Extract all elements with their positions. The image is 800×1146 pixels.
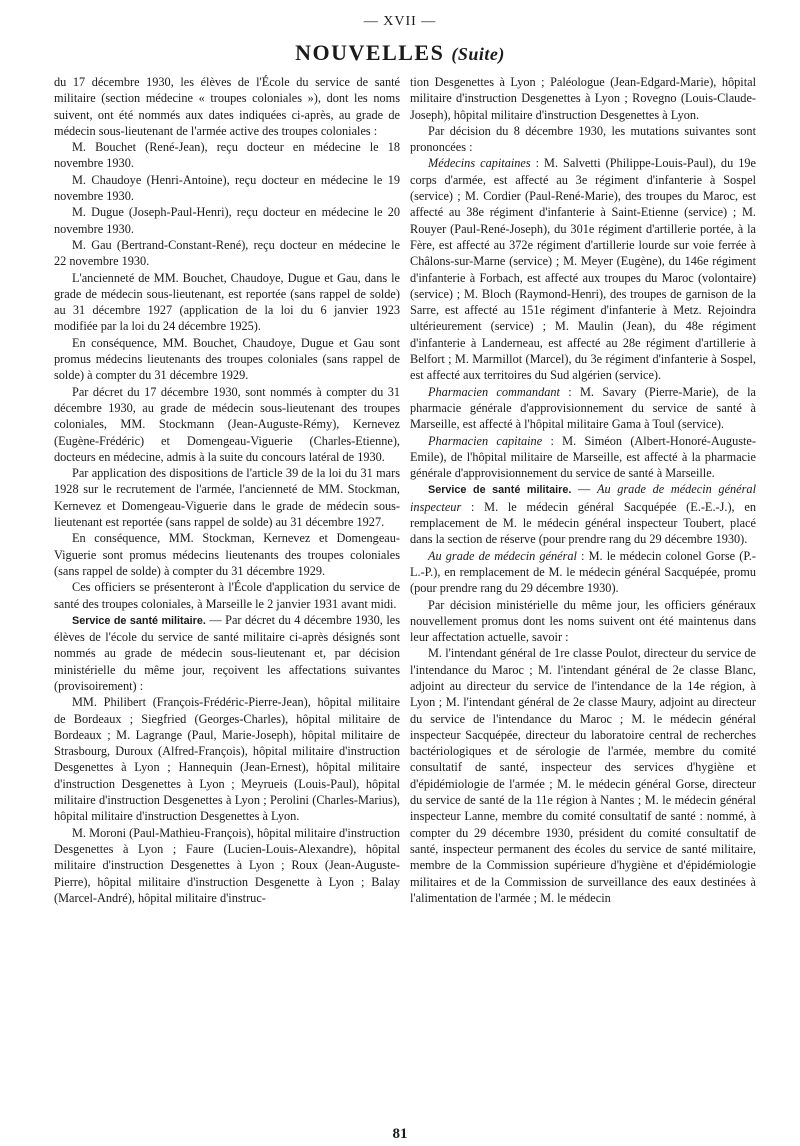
paragraph: M. Chaudoye (Henri-Antoine), reçu docteur en médecine le 19 novembre 1930. (54, 172, 400, 204)
paragraph (410, 384, 756, 433)
section-heading: Service de santé militaire. (72, 614, 206, 627)
paragraph: M. Gau (Bertrand-Constant-René), reçu docteur en médecine le 22 novembre 1930. (54, 237, 400, 269)
paragraph: du 17 décembre 1930, les élèves de l'École du service de santé militaire (section médecine « troupes coloniales »), dont les noms suivent, ont été nommés aux dates indiquées ci-après, au grade de médecin sous-lieutenant de l'armée active des troupes coloniales : (54, 75, 400, 138)
paragraph: M. l'intendant général de 1re classe Poulot, directeur du service de l'intendance du Maroc ; M. l'intendant général de 2e classe Blanc, adjoint au directeur du service de l'intendance de la 14e région, à Lyon ; M. l'intendant général de 2e classe Maury, adjoint au directeur du service de l'intendance du Maroc ; M. le médecin général inspecteur Sacquépée, directeur du laboratoire central de recherches bactériologiques et de sérologie de l'armée, membre du comité consultatif de santé, inspecteur des services d'hygiène et d'épidémiologie de l'armée ; M. le médecin général Gorse, directeur du service de santé de la 11e région à Nantes ; M. le médecin général inspecteur Lanne, membre du comité consultatif de santé : nommé, à compter du 29 décembre 1930, président du comité consultatif de santé, inspecteur permanent des écoles du service de santé militaire, membre de la Commission supérieure d'hygiène et d'épidémiologie militaires et de la Commission de surveillance des eaux destinées à l'alimentation de l'armée ; M. le médecin (410, 646, 756, 905)
page-number: 81 (392, 1126, 408, 1142)
paragraph-text: : M. Savary (Pierre-Marie), de la pharmacie générale d'approvisionnement du service de santé à Marseille, est affecté à l'hôpital militaire Gama à Toul (service). (410, 384, 756, 432)
rank-heading: Au grade de médecin général (428, 548, 577, 563)
paragraph (410, 481, 756, 547)
paragraph: En conséquence, MM. Bouchet, Chaudoye, Dugue et Gau sont promus médecins lieutenants des troupes coloniales (sans rappel de solde) à compter du 31 décembre 1929. (54, 335, 400, 383)
title-suite: (Suite) (451, 44, 505, 64)
page-header-roman: — XVII — (363, 14, 437, 29)
paragraph (410, 548, 756, 597)
rank-heading: Au grade de médecin général inspecteur (410, 482, 756, 514)
right-column (410, 74, 756, 906)
paragraph: L'ancienneté de MM. Bouchet, Chaudoye, Dugue et Gau, dans le grade de médecin sous-lieutenant, est reportée (sans rappel de solde) au 31 décembre 1927 (application de la loi du 6 janvier 1923 modifiée par la loi du 24 décembre 1925). (54, 270, 400, 334)
rank-heading: Pharmacien capitaine (428, 433, 543, 448)
paragraph (410, 433, 756, 482)
paragraph-text: : M. le médecin général Sacquépée (E.-E.-J.), en remplacement de M. le médecin général inspecteur Toubert, placé dans la section de réserve (pour prendre rang du 29 décembre 1930). (410, 499, 756, 547)
paragraph: MM. Philibert (François-Frédéric-Pierre-Jean), hôpital militaire de Bordeaux ; Siegfried (Georges-Charles), hôpital militaire de Bordeaux ; M. Lagrange (Paul, Marie-Joseph), hôpital militaire de Strasbourg, Duroux (Alfred-François), hôpital militaire d'instruction Desgenettes à Lyon ; Hannequin (Jean-Ernest), hôpital militaire d'instruction Desgenettes à Lyon ; Meyrueis (Louis-Paul), hôpital militaire d'instruction Desgenettes à Lyon ; Perolini (Charles-Marius), hôpital militaire d'instruction Desgenettes à Lyon. (54, 695, 400, 824)
paragraph: Par décision ministérielle du même jour, les officiers généraux nouvellement promus dont les noms suivent ont été maintenus dans leur affectation actuelle, savoir : (410, 597, 756, 645)
dash: — (571, 482, 597, 497)
paragraph: M. Dugue (Joseph-Paul-Henri), reçu docteur en médecine le 20 novembre 1930. (54, 205, 400, 236)
paragraph-text: — Par décret du 4 décembre 1930, les élèves de l'école du service de santé militaire ci-après désignés sont nommés au grade de médecin sous-lieutenant et, par décision ministérielle du même jour, reçoivent les affectations suivantes (provisoirement) : (54, 612, 400, 693)
page-title (0, 40, 800, 66)
title-text: NOUVELLES (295, 40, 445, 65)
paragraph: Par décision du 8 décembre 1930, les mutations suivantes sont prononcées : (410, 123, 756, 155)
left-column (54, 74, 400, 906)
section-heading: Service de santé militaire. (428, 484, 572, 497)
paragraph (410, 155, 756, 383)
paragraph: M. Moroni (Paul-Mathieu-François), hôpital militaire d'instruction Desgenettes à Lyon ; Faure (Lucien-Louis-Alexandre), hôpital militaire d'instruction Desgenettes à Lyon ; Roux (Jean-Auguste-Pierre), hôpital militaire d'instruction Desgenette à Lyon ; Balay (Marcel-André), hôpital militaire d'instruc- (54, 825, 400, 905)
paragraph: M. Bouchet (René-Jean), reçu docteur en médecine le 18 novembre 1930. (54, 140, 400, 171)
paragraph (54, 612, 400, 694)
paragraph: Ces officiers se présenteront à l'École d'application du service de santé des troupes coloniales, à Marseille le 2 janvier 1931 avant midi. (54, 580, 400, 611)
rank-heading: Pharmacien commandant (428, 384, 560, 399)
paragraph: tion Desgenettes à Lyon ; Paléologue (Jean-Edgard-Marie), hôpital militaire d'instruction Desgenettes à Lyon ; Rovegno (Louis-Claude-Joseph), hôpital militaire d'instruction Desgenettes à Lyon. (410, 75, 756, 122)
paragraph-text: : M. le médecin colonel Gorse (P.-L.-P.), en remplacement de M. le médecin général Sacquépée, promu (pour prendre rang du 29 décembre 1930). (410, 548, 756, 596)
paragraph-text: : M. Siméon (Albert-Honoré-Auguste-Emile), de l'hôpital militaire de Marseille, est affecté à la pharmacie générale d'approvisionnement du service de santé à Marseille. (410, 433, 756, 481)
paragraph: Par décret du 17 décembre 1930, sont nommés à compter du 31 décembre 1930, au grade de médecin sous-lieutenant des troupes coloniales, MM. Stockmann (Jean-Auguste-Rémy), Kernevez (Eugène-Frédéric) et Domengeau-Viguerie (Charles-Etienne), docteurs en médecine, admis à la suite du concours latéral de 1930. (54, 384, 400, 464)
rank-heading: Médecins capitaines (428, 156, 531, 171)
paragraph: En conséquence, MM. Stockman, Kernevez et Domengeau-Viguerie sont promus médecins lieutenants des troupes coloniales (sans rappel de solde) à compter du 31 décembre 1929. (54, 531, 400, 578)
paragraph: Par application des dispositions de l'article 39 de la loi du 31 mars 1928 sur le recrutement de l'armée, l'ancienneté de MM. Stockman, Kernevez et Domengeau-Viguerie dans le grade de médecin sous-lieutenant est reportée (sans rappel de solde) au 31 décembre 1927. (54, 466, 400, 530)
paragraph-text: : M. Salvetti (Philippe-Louis-Paul), du 19e corps d'armée, est affecté au 3e régiment d'infanterie à Sospel (service) ; M. Cordier (Paul-René-Marie), des troupes du Maroc, est affecté au 38e régiment d'infanterie à Saint-Etienne (service) ; M. Rouyer (Paul-René-Joseph), du 301e régiment d'artillerie portée, à la Fère, est affecté au 372e régiment d'artillerie lourde sur voie ferrée à Châlons-sur-Marne (service) ; M. Meyer (Eugène), du 146e régiment d'infanterie à Forbach, est affecté aux troupes du Maroc (volontaire) (service) ; M. Bloch (Raymond-Henri), des troupes de garnison de la Sarre, est affecté au 151e régiment d'infanterie à Metz. Rejoindra ultérieurement (service) ; M. Maulin (Jean), du 48e régiment d'infanterie à Landerneau, est affecté au 28e régiment d'artillerie à Belfort ; M. Marmillot (Marcel), du 3e régiment d'infanterie à Sospel, est affecté aux territoires du Sud algérien (service). (410, 156, 756, 383)
